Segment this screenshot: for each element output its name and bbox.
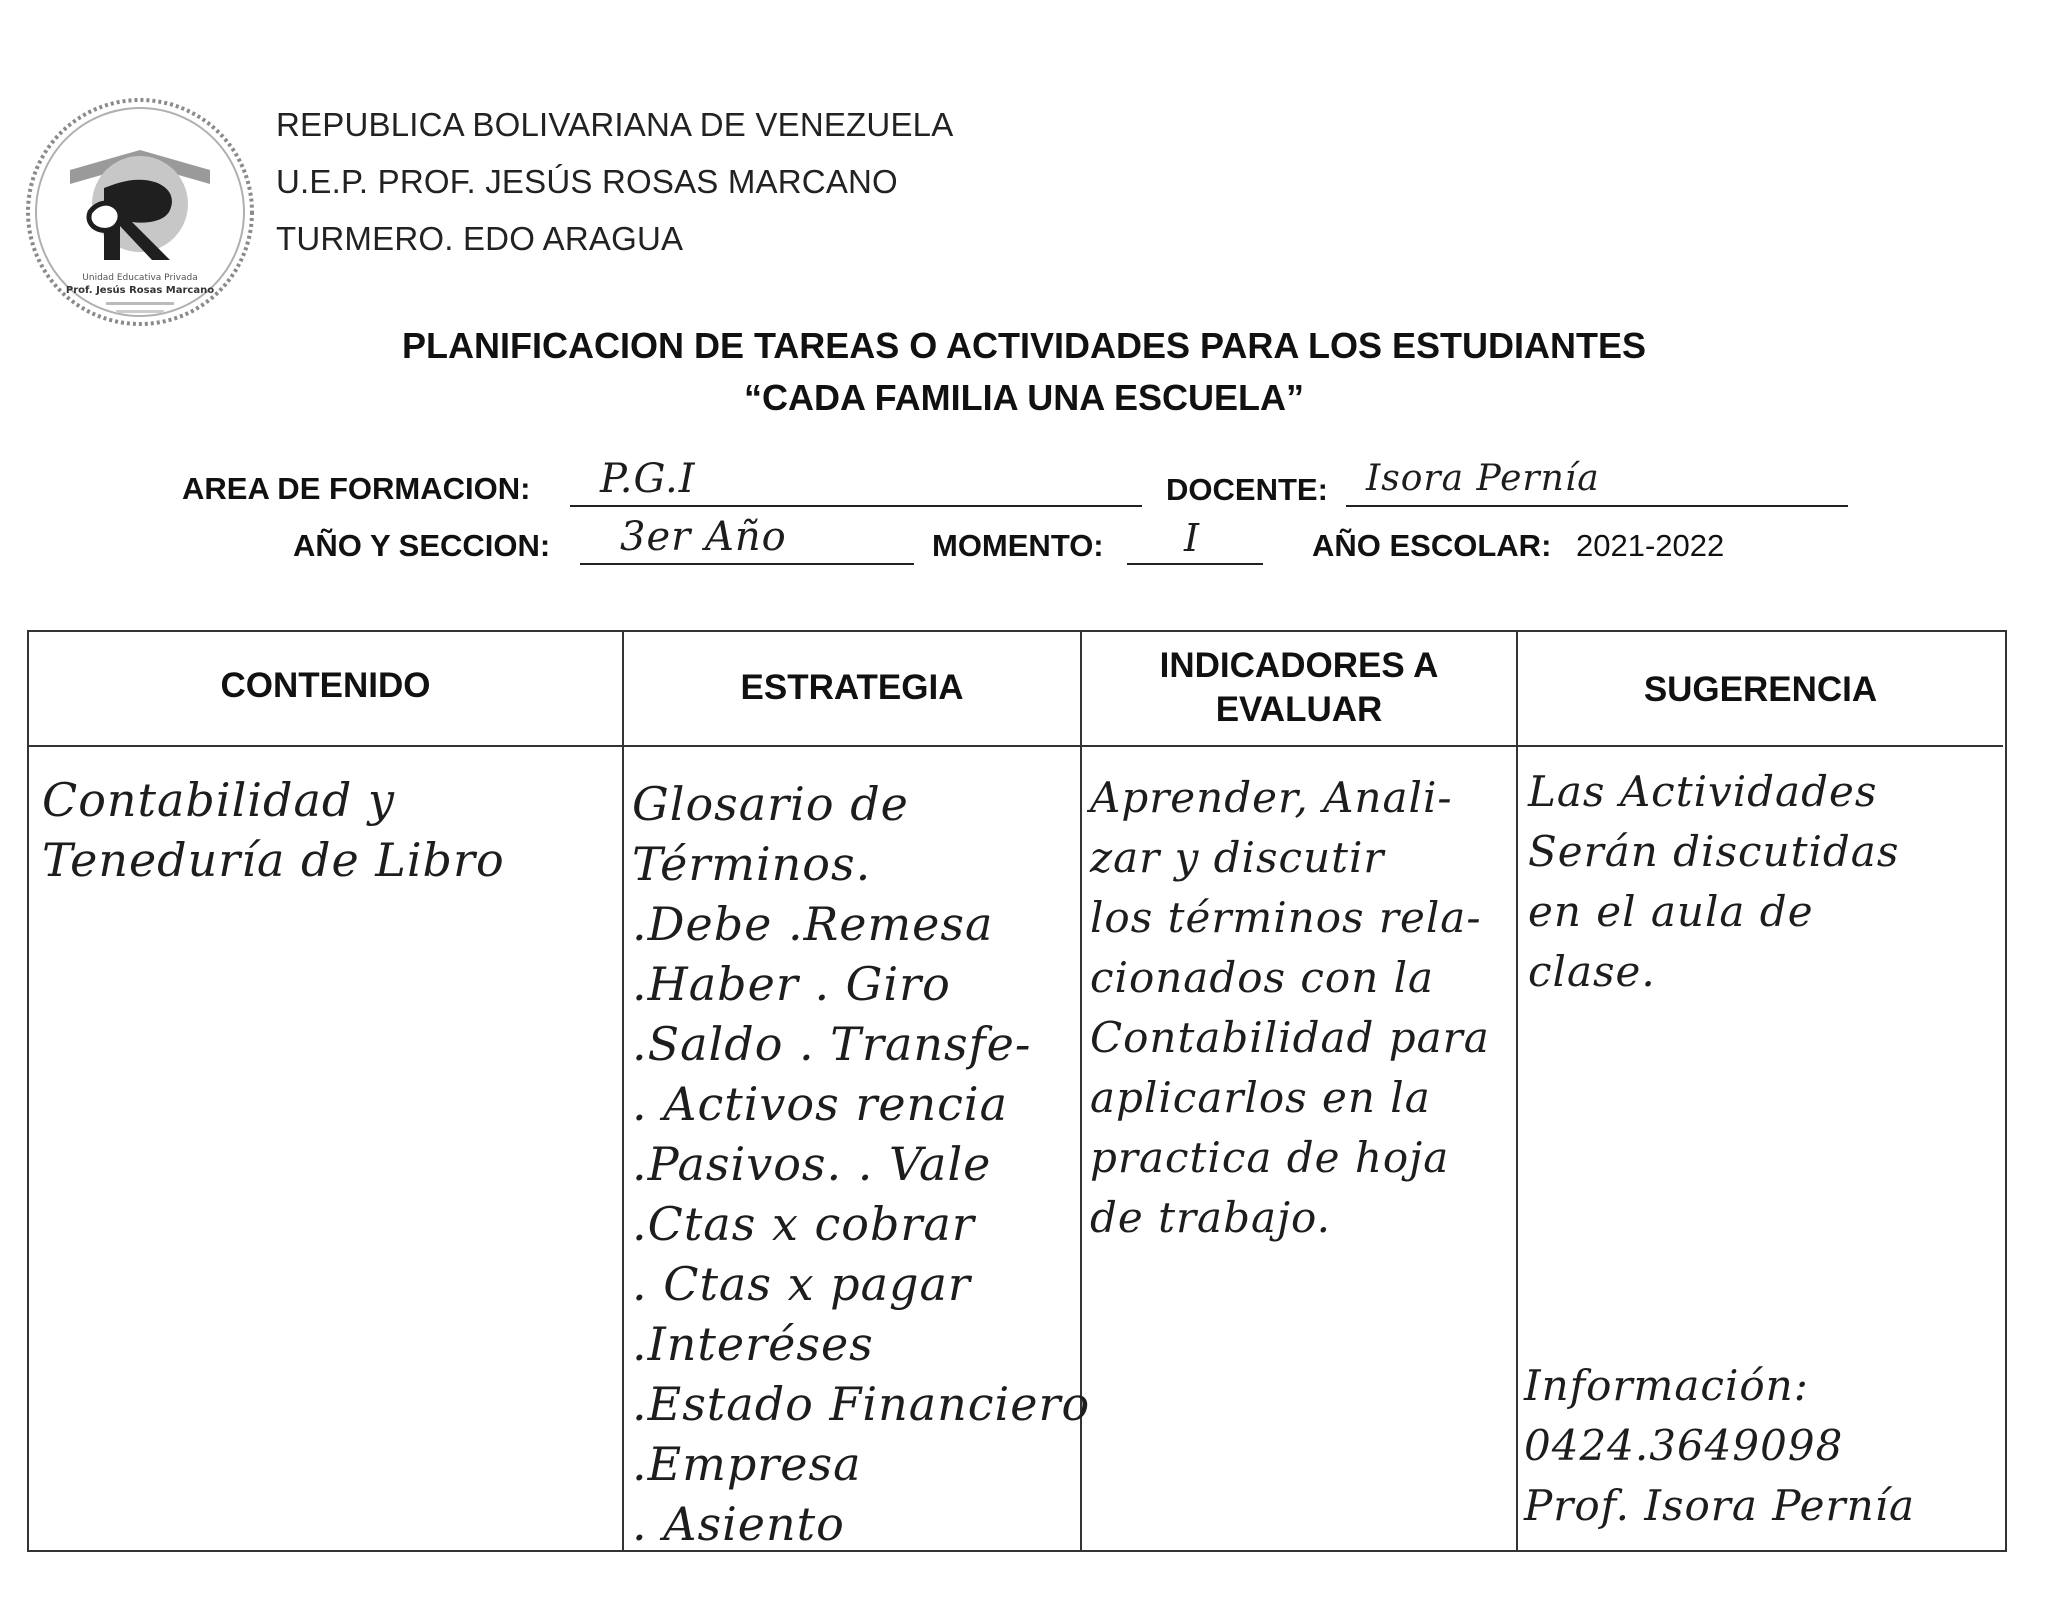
info-phone: 0424.3649098 xyxy=(1524,1421,1844,1470)
estrategia-line: .Debe .Remesa xyxy=(632,897,994,951)
school-logo xyxy=(20,92,260,332)
estrategia-line: .Interéses xyxy=(632,1317,874,1371)
header-republic: REPUBLICA BOLIVARIANA DE VENEZUELA xyxy=(276,106,954,143)
escolar-value: 2021-2022 xyxy=(1576,528,1725,563)
indicadores-line: cionados con la xyxy=(1090,953,1435,1002)
header-row-divider xyxy=(27,745,2003,747)
sugerencia-line: Las Actividades xyxy=(1528,767,1878,816)
momento-label: MOMENTO: xyxy=(932,528,1104,563)
seccion-value: 3er Año xyxy=(620,514,787,560)
document-subtitle: “CADA FAMILIA UNA ESCUELA” xyxy=(744,377,1304,418)
header-school: U.E.P. PROF. JESÚS ROSAS MARCANO xyxy=(276,163,898,200)
area-value: P.G.I xyxy=(600,456,696,502)
indicadores-line: de trabajo. xyxy=(1090,1193,1331,1242)
estrategia-line: .Estado Financiero xyxy=(632,1377,1091,1431)
estrategia-line: Glosario de xyxy=(632,777,909,831)
momento-value: I xyxy=(1184,516,1201,560)
contenido-line: Teneduría de Libro xyxy=(42,833,505,887)
logo-caption-2: Prof. Jesús Rosas Marcano xyxy=(65,285,215,296)
estrategia-line: . Asiento xyxy=(632,1497,845,1551)
sugerencia-line: clase. xyxy=(1528,947,1656,996)
estrategia-line: . Ctas x pagar xyxy=(632,1257,971,1311)
indicadores-line: zar y discutir xyxy=(1090,833,1385,882)
indicadores-line: practica de hoja xyxy=(1090,1133,1450,1182)
sugerencia-cell xyxy=(1528,762,1899,1002)
estrategia-line: Términos. xyxy=(632,837,872,891)
estrategia-line: .Pasivos. . Vale xyxy=(632,1137,992,1191)
seccion-underline xyxy=(580,561,914,565)
estrategia-line: .Empresa xyxy=(632,1437,862,1491)
momento-underline xyxy=(1127,561,1263,565)
estrategia-line: .Haber . Giro xyxy=(632,957,951,1011)
indicadores-cell xyxy=(1090,768,1490,1248)
indicadores-line: Contabilidad para xyxy=(1090,1013,1490,1062)
seccion-label: AÑO Y SECCION: xyxy=(293,528,551,563)
column-divider-1 xyxy=(622,630,624,1550)
info-teacher: Prof. Isora Pernía xyxy=(1524,1481,1916,1530)
header-indicadores: INDICADORES A EVALUAR xyxy=(1159,646,1439,729)
sugerencia-line: Serán discutidas xyxy=(1528,827,1900,876)
header-contenido: CONTENIDO xyxy=(220,666,431,705)
indicadores-line: los términos rela- xyxy=(1090,893,1482,942)
docente-label: DOCENTE: xyxy=(1166,472,1328,507)
header-estrategia: ESTRATEGIA xyxy=(740,668,964,707)
info-label: Información: xyxy=(1524,1361,1809,1410)
estrategia-line: . Activos rencia xyxy=(632,1077,1009,1131)
logo-caption-1: Unidad Educativa Privada xyxy=(82,273,198,283)
header-sugerencia: SUGERENCIA xyxy=(1643,670,1878,709)
indicadores-line: aplicarlos en la xyxy=(1090,1073,1431,1122)
sugerencia-line: en el aula de xyxy=(1528,887,1814,936)
contenido-line: Contabilidad y xyxy=(42,773,395,827)
area-label: AREA DE FORMACION: xyxy=(182,471,531,506)
school-seal-icon xyxy=(20,92,260,332)
docente-underline xyxy=(1346,503,1848,507)
column-divider-3 xyxy=(1516,630,1518,1550)
document-title: PLANIFICACION DE TAREAS O ACTIVIDADES PARA LOS ESTUDIANTES xyxy=(401,325,1647,366)
header-location: TURMERO. EDO ARAGUA xyxy=(276,220,684,257)
contact-info xyxy=(1524,1356,1915,1536)
estrategia-line: .Ctas x cobrar xyxy=(632,1197,975,1251)
estrategia-cell xyxy=(632,774,1090,1554)
contenido-cell xyxy=(42,770,505,890)
escolar-label: AÑO ESCOLAR: xyxy=(1312,528,1552,563)
estrategia-line: .Saldo . Transfe- xyxy=(632,1017,1032,1071)
indicadores-line: Aprender, Anali- xyxy=(1090,773,1453,822)
docente-value: Isora Pernía xyxy=(1366,458,1600,499)
area-underline xyxy=(570,503,1142,507)
